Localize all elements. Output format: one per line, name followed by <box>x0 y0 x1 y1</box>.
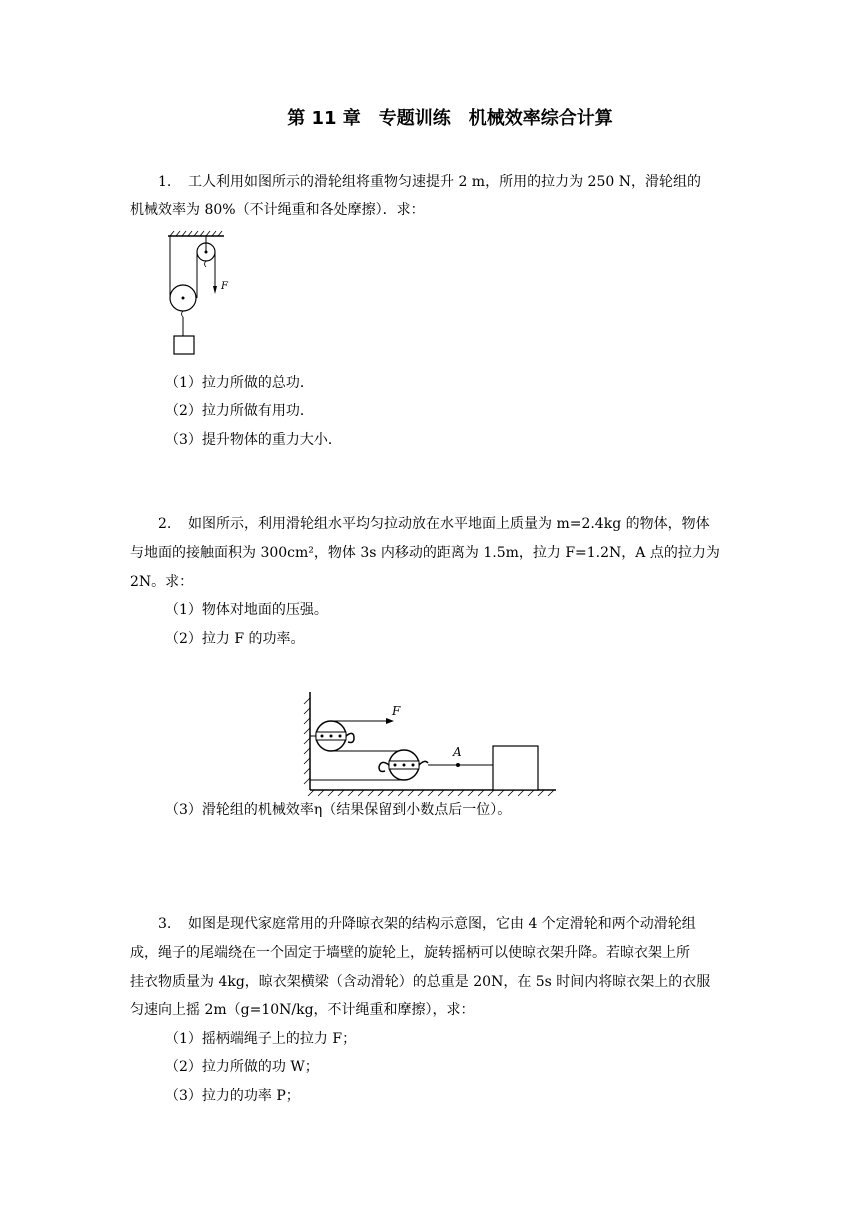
page-title: 第 11 章 专题训练 机械效率综合计算 <box>287 108 613 129</box>
q1-number: 1. <box>158 174 172 190</box>
q2-sub2: （2）拉力 F 的功率。 <box>165 631 305 647</box>
wall-hatch <box>304 698 310 784</box>
q3-text-1: 如图是现代家庭常用的升降晾衣架的结构示意图，它由 4 个定滑轮和两个动滑轮组 <box>188 916 696 932</box>
ground-hatch <box>308 790 554 796</box>
q2-line3: 2N。求： <box>130 574 194 590</box>
q2-pulley-figure <box>300 690 562 800</box>
force-arrow <box>213 286 217 294</box>
q1-pulley-figure <box>160 228 240 358</box>
q2-label-F: F <box>392 704 401 718</box>
q2-label-A: A <box>453 745 462 759</box>
point-A <box>456 763 460 767</box>
q2-sub3: （3）滑轮组的机械效率η（结果保留到小数点后一位）。 <box>165 802 512 818</box>
q1-sub1: （1）拉力所做的总功． <box>165 375 314 391</box>
q2-force-arrow <box>386 718 394 724</box>
force-label-F: F <box>221 281 228 292</box>
q2-text-1: 如图所示，利用滑轮组水平均匀拉动放在水平地面上质量为 m=2.4kg 的物体，物体 <box>188 516 710 532</box>
q3-line1 <box>158 915 696 933</box>
weight-block <box>174 336 194 354</box>
q2-line1 <box>158 515 710 533</box>
q3-sub3: （3）拉力的功率 P； <box>165 1088 300 1104</box>
q1-text-1: 工人利用如图所示的滑轮组将重物匀速提升 2 m，所用的拉力为 250 N，滑轮组的 <box>188 174 701 190</box>
q3-number: 3. <box>158 916 172 932</box>
q3-sub1: （1）摇柄端绳子上的拉力 F； <box>165 1031 357 1047</box>
q3-line2: 成，绳子的尾端绕在一个固定于墙壁的旋轮上，旋转摇柄可以使晾衣架升降。若晾衣架上所 <box>130 945 690 961</box>
q3-sub2: （2）拉力所做的功 W； <box>165 1059 319 1075</box>
q1-line1 <box>158 173 701 191</box>
q1-sub2: （2）拉力所做有用功． <box>165 403 314 419</box>
q3-line3: 挂衣物质量为 4kg，晾衣架横梁（含动滑轮）的总重是 20N，在 5s 时间内将晾衣架上的衣服 <box>130 974 711 990</box>
object-block <box>493 746 538 790</box>
q2-line2: 与地面的接触面积为 300cm²，物体 3s 内移动的距离为 1.5m，拉力 F=1.2N，A 点的拉力为 <box>130 545 720 561</box>
q3-line4: 匀速向上摇 2m（g=10N/kg，不计绳重和摩擦），求： <box>130 1002 475 1018</box>
q2-number: 2. <box>158 516 172 532</box>
q1-sub3: （3）提升物体的重力大小． <box>165 432 342 448</box>
q1-line2: 机械效率为 80%（不计绳重和各处摩擦）．求： <box>130 202 425 218</box>
q2-sub1: （1）物体对地面的压强。 <box>165 602 328 618</box>
